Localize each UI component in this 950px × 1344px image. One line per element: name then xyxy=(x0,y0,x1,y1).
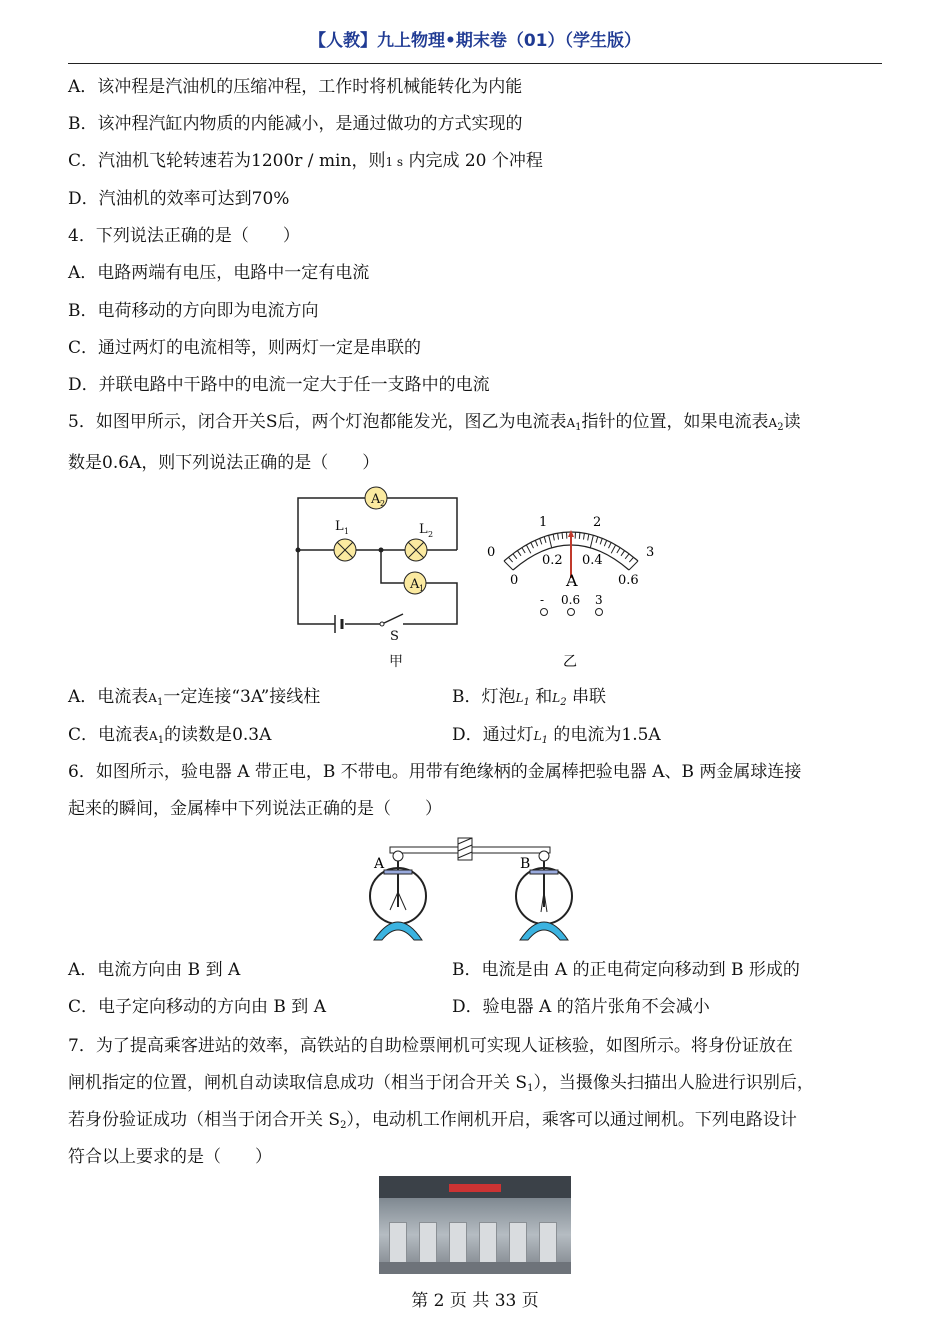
q7-line3-text2: ），电动机工作闸机开启，乘客可以通过闸机。下列电路设计 xyxy=(346,1110,797,1130)
q3-option-c-time: 1 s xyxy=(385,155,404,169)
q3-option-d-value: 70% xyxy=(251,189,290,209)
dial-unit: A xyxy=(566,571,578,590)
top-scale-3: 3 xyxy=(646,545,655,560)
dial-tick xyxy=(629,561,638,570)
q5-option-b-l1: $L_1$ xyxy=(515,691,530,708)
q5-option-c xyxy=(68,724,271,752)
terminal-0-6-label: 0.6 xyxy=(561,593,581,607)
switch-pivot xyxy=(380,622,384,626)
q6-option-b: B．电流是由 A 的正电荷定向移动到 B 形成的 xyxy=(452,960,800,980)
lamp-l2 xyxy=(405,522,433,561)
photo-floor xyxy=(379,1262,571,1274)
svg-text:2: 2 xyxy=(428,530,434,539)
q4-option-b: B．电荷移动的方向即为电流方向 xyxy=(68,301,319,321)
q3-option-b: B．该冲程汽缸内物质的内能减小，是通过做功的方式实现的 xyxy=(68,114,523,134)
figure-yi-label: 乙 xyxy=(563,654,577,670)
q3-option-d xyxy=(68,188,289,210)
top-scale-1: 1 xyxy=(539,515,548,530)
q5-option-d xyxy=(452,724,661,752)
bottom-scale-0: 0 xyxy=(510,573,519,588)
q4-option-a: A．电路两端有电压，电路中一定有电流 xyxy=(68,263,370,283)
dial-tick xyxy=(584,533,585,539)
dial-tick xyxy=(617,548,620,553)
q3-option-a: A．该冲程是汽油机的压缩冲程，工作时将机械能转化为内能 xyxy=(68,77,523,97)
dial-tick xyxy=(600,538,602,544)
q5-option-a xyxy=(68,686,320,714)
q5-option-d-l1: $L_1$ xyxy=(533,729,548,746)
switch-label: S xyxy=(390,629,399,644)
svg-text:1: 1 xyxy=(419,584,425,593)
q7-line3-text: 若身份验证成功（相当于闭合开关 S xyxy=(68,1110,341,1130)
q5-option-c-text: C．电流表 xyxy=(68,725,150,745)
junction-dot xyxy=(379,548,384,553)
junction-dot xyxy=(296,548,301,553)
bottom-scale-0-4: 0.4 xyxy=(582,553,603,568)
q5-stem-text6: ，则下列说法正确的是（ ） xyxy=(141,453,380,473)
q3-option-c-text3: 内完成 20 个冲程 xyxy=(403,151,543,171)
dial-tick xyxy=(535,540,537,546)
top-scale-0: 0 xyxy=(487,545,496,560)
dial-tick xyxy=(625,554,629,559)
q5-option-b-l2: $L_2$ xyxy=(552,691,567,708)
q5-stem-text4: 读 xyxy=(783,412,801,432)
dial-tick xyxy=(517,551,521,556)
q4-stem: 4．下列说法正确的是（ ） xyxy=(68,226,300,246)
dial-tick xyxy=(526,545,531,553)
q5-option-d-value: 1.5A xyxy=(621,725,661,745)
q5-option-d-text: D．通过灯 xyxy=(452,725,534,745)
switch-blade xyxy=(382,614,403,624)
q7-line3-sub: 2 xyxy=(340,1120,347,1131)
q3-option-c xyxy=(68,150,543,173)
top-scale-2: 2 xyxy=(593,515,602,530)
header-divider xyxy=(68,63,882,64)
q5-option-c-meter: $A_1$ xyxy=(149,729,165,746)
q3-option-c-text2: ，则 xyxy=(351,151,386,171)
bottom-scale-0-2: 0.2 xyxy=(542,553,563,568)
q5-stem-text2: 后，两个灯泡都能发光，图乙为电流表 xyxy=(277,412,567,432)
q5-option-a-text: A．电流表 xyxy=(68,687,149,707)
q5-option-b xyxy=(452,686,606,714)
svg-text:A: A xyxy=(371,492,381,507)
q5-option-a-text2: 一定连接“3A”接线柱 xyxy=(163,687,321,707)
q5-stem-value: 0.6A xyxy=(102,453,142,473)
q7-line2-sub: 1 xyxy=(527,1083,534,1094)
q4-option-d: D．并联电路中干路中的电流一定大于任一支路中的电流 xyxy=(68,375,490,395)
dial-tick xyxy=(504,561,513,570)
q5-option-b-text2: 串联 xyxy=(566,687,606,707)
figure-jia-label: 甲 xyxy=(389,654,403,670)
q5-stem-text: 5．如图甲所示，闭合开关 xyxy=(68,412,266,432)
bottom-scale-0-6: 0.6 xyxy=(618,573,639,588)
q4-option-c: C．通过两灯的电流相等，则两灯一定是串联的 xyxy=(68,338,422,358)
q7-stem-line1: 7．为了提高乘客进站的效率，高铁站的自助检票闸机可实现人证核验，如图所示。将身份证放在 xyxy=(68,1036,793,1056)
svg-text:L: L xyxy=(419,522,428,537)
q6-stem-line1: 6．如图所示，验电器 A 带正电，B 不带电。用带有绝缘柄的金属棒把验电器 A、B 两金属球连接 xyxy=(68,762,802,782)
dial-tick xyxy=(611,545,616,553)
svg-text:1: 1 xyxy=(344,527,350,536)
svg-text:2: 2 xyxy=(380,499,386,508)
electroscope-b-label: B xyxy=(520,856,531,872)
ticket-gate-photo xyxy=(379,1176,571,1274)
dial-tick xyxy=(553,534,554,540)
q6-stem-line2: 起来的瞬间，金属棒中下列说法正确的是（ ） xyxy=(68,799,442,819)
q5-option-c-value: 0.3A xyxy=(232,725,272,745)
q5-ammeter-dial xyxy=(482,506,664,676)
dial-tick xyxy=(540,538,542,544)
terminal-3 xyxy=(596,609,603,616)
dial-tick xyxy=(508,557,512,562)
q7-stem-line3 xyxy=(68,1109,797,1137)
dial-tick xyxy=(513,554,517,559)
page-number: 第 2 页 共 33 页 xyxy=(411,1291,539,1311)
dial-tick xyxy=(579,533,580,539)
dial-tick xyxy=(596,537,598,543)
q3-option-c-text: C．汽油机飞轮转速若为 xyxy=(68,151,252,171)
q5-option-c-text2: 的读数是 xyxy=(164,725,233,745)
lamp-l1 xyxy=(334,519,356,561)
q5-option-a-meter: $A_1$ xyxy=(148,691,164,708)
q5-option-b-text: B．灯泡 xyxy=(452,687,516,707)
ammeter-a1 xyxy=(404,572,426,594)
dial-tick xyxy=(531,542,534,548)
dial-tick xyxy=(558,533,559,539)
q7-stem-line2 xyxy=(68,1072,814,1100)
dial-tick xyxy=(621,551,625,556)
dial-tick xyxy=(544,537,546,543)
electroscope-a-label: A xyxy=(374,856,385,872)
q3-option-d-text: D．汽油机的效率可达到 xyxy=(68,189,252,209)
q6-option-a: A．电流方向由 B 到 A xyxy=(68,960,241,980)
dial-tick xyxy=(588,534,589,540)
ammeter-a2 xyxy=(365,487,387,509)
dial-tick xyxy=(590,535,593,548)
dial-tick xyxy=(522,548,525,553)
q5-option-d-text2: 的电流为 xyxy=(547,725,622,745)
dial-needle-tip xyxy=(568,530,574,537)
q7-line2-text2: ），当摄像头扫描出人脸进行识别后， xyxy=(533,1073,814,1093)
q3-option-c-speed: 1200r / min xyxy=(251,151,352,171)
terminal-0-6 xyxy=(568,609,575,616)
photo-sign xyxy=(449,1184,501,1192)
dial-tick xyxy=(549,535,552,548)
page-header-title: 【人教】九上物理•期末卷（01）（学生版） xyxy=(308,31,642,51)
svg-text:A: A xyxy=(410,577,420,592)
dial-tick xyxy=(562,533,563,539)
q5-stem-line2 xyxy=(68,452,379,474)
terminal-minus-label: - xyxy=(540,593,545,607)
q6-option-c: C．电子定向移动的方向由 B 到 A xyxy=(68,997,326,1017)
q5-stem-text3: 指针的位置，如果电流表 xyxy=(581,412,769,432)
q5-meter-a2: $A_2$ xyxy=(768,416,784,433)
terminal-minus xyxy=(541,609,548,616)
svg-text:L: L xyxy=(335,519,344,534)
dial-tick xyxy=(604,540,606,546)
terminal-3-label: 3 xyxy=(595,593,603,607)
q5-circuit-diagram xyxy=(285,484,475,674)
q7-line2-text: 闸机指定的位置，闸机自动读取信息成功（相当于闭合开关 S xyxy=(68,1073,528,1093)
q5-switch-label: S xyxy=(265,412,278,432)
q5-meter-a1: $A_1$ xyxy=(566,416,582,433)
q6-option-d: D．验电器 A 的箔片张角不会减小 xyxy=(452,997,710,1017)
dial-tick xyxy=(629,557,633,562)
q5-option-b-and: 和 xyxy=(529,687,553,707)
dial-tick xyxy=(609,542,612,548)
q6-electroscope-diagram xyxy=(368,832,588,948)
q7-stem-line4: 符合以上要求的是（ ） xyxy=(68,1147,272,1167)
q5-stem-line1 xyxy=(68,411,801,439)
q5-stem-text5: 数是 xyxy=(68,453,102,473)
